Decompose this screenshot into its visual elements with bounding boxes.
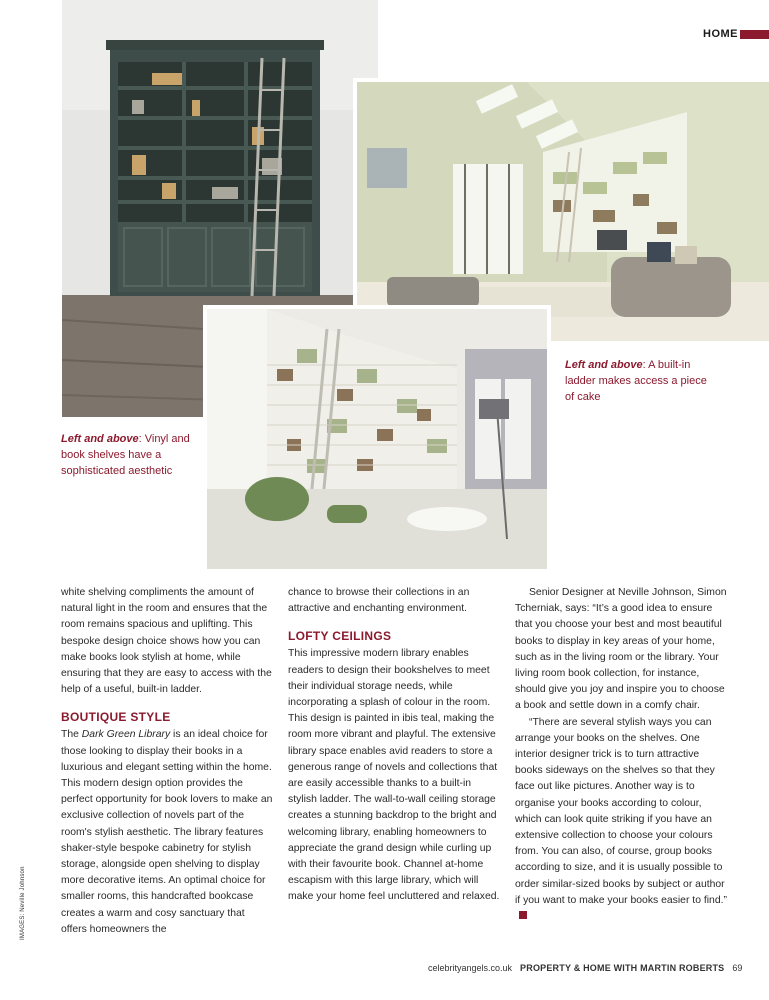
section-accent-bar bbox=[740, 30, 769, 39]
caption-left-text: : Vinyl and book shelves have a sophisticated aesthetic bbox=[61, 433, 190, 477]
col1-paragraph-2: The Dark Green Library is an ideal choice for those looking to display their books in a luxurious and elegant setting within the home. This modern design option provides the perfect opportunity for book lovers to make an exclusive collection of novels part of the room's stylish aesthetic. The library features shaker-style bespoke cabinetry for stylish storage, alongside open shelving to display more decorative items. An optimal choice for smaller rooms, this handcrafted bookcase creates a warm and cosy sanctuary that offers homeowners the bbox=[61, 729, 273, 935]
heading-lofty-ceilings: LOFTY CEILINGS bbox=[288, 629, 392, 644]
section-label: HOME bbox=[703, 28, 738, 40]
col3-paragraph-2: “There are several stylish ways you can arrange your books on the shelves. One interior designer trick is to turn attractive books sideways on the shelves so that they face out like pictures. Another way is to organise your books according to colour, which can look quite striking if you have an extensive collection to choose your colours from. You can also, of course, group books according to size, and it is usually possible to order similar-sized books by subject or author if you want to make your books easier to find.” bbox=[515, 715, 727, 926]
col2-paragraph-1: chance to browse their collections in an attractive and enchanting environment. bbox=[288, 587, 470, 615]
caption-left-photos bbox=[61, 431, 201, 479]
article-column-1 bbox=[61, 585, 273, 938]
dark-green-library-title: Dark Green Library bbox=[81, 729, 171, 741]
page-number: 69 bbox=[732, 963, 743, 973]
col1-paragraph-1: white shelving compliments the amount of natural light in the room and ensures that the room remains spacious and uplifting. This bespoke design choice shows how you can make books look stylish at home, while ensuring that they are easy to access with the help of a useful, built-in ladder. bbox=[61, 587, 272, 696]
col2-paragraph-2: This impressive modern library enables readers to design their bookshelves to meet their individual storage needs, while incorporating a splash of colour in the room. This design is painted in ibis teal, making the room more vibrant and playful. The extensive library space enables avid readers to store a generous range of novels and collections that are easily accessible thanks to a built-in stylish ladder. The wall-to-wall ceiling storage creates a stunning backdrop to the bright and welcoming library, enabling homeowners to appreciate the grand design while curling up with their favourite book. Channel at-home escapism with this large library, which will make your home feel uncluttered and relaxed. bbox=[288, 648, 500, 903]
col3-paragraph-1: Senior Designer at Neville Johnson, Simon Tcherniak, says: “It’s a good idea to ensure that you choose your best and most beautiful books to display in key areas of your home, such as in the living room or the library. Your living room book collection, for instance, should give you joy and inspire you to choose a book and settle down in a comfy chair. bbox=[515, 587, 727, 712]
heading-boutique-style: BOUTIQUE STYLE bbox=[61, 710, 171, 725]
article-column-3 bbox=[515, 585, 727, 925]
modern-library-illustration bbox=[207, 309, 547, 569]
footer-website: celebrityangels.co.uk bbox=[428, 963, 513, 973]
photo-modern-library bbox=[203, 305, 551, 573]
footer-publication: PROPERTY & HOME WITH MARTIN ROBERTS bbox=[520, 963, 725, 973]
caption-right-text: : A built-in ladder makes access a piece of cake bbox=[565, 359, 707, 403]
end-of-article-mark bbox=[519, 911, 527, 919]
caption-left-lead: Left and above bbox=[61, 433, 139, 445]
loft-living-room-illustration bbox=[357, 82, 769, 341]
page-footer bbox=[428, 963, 742, 973]
caption-right-lead: Left and above bbox=[565, 359, 643, 371]
caption-right-photos bbox=[565, 357, 715, 405]
image-credit: IMAGES: Neville Johnson bbox=[20, 866, 26, 940]
article-column-2 bbox=[288, 585, 500, 906]
